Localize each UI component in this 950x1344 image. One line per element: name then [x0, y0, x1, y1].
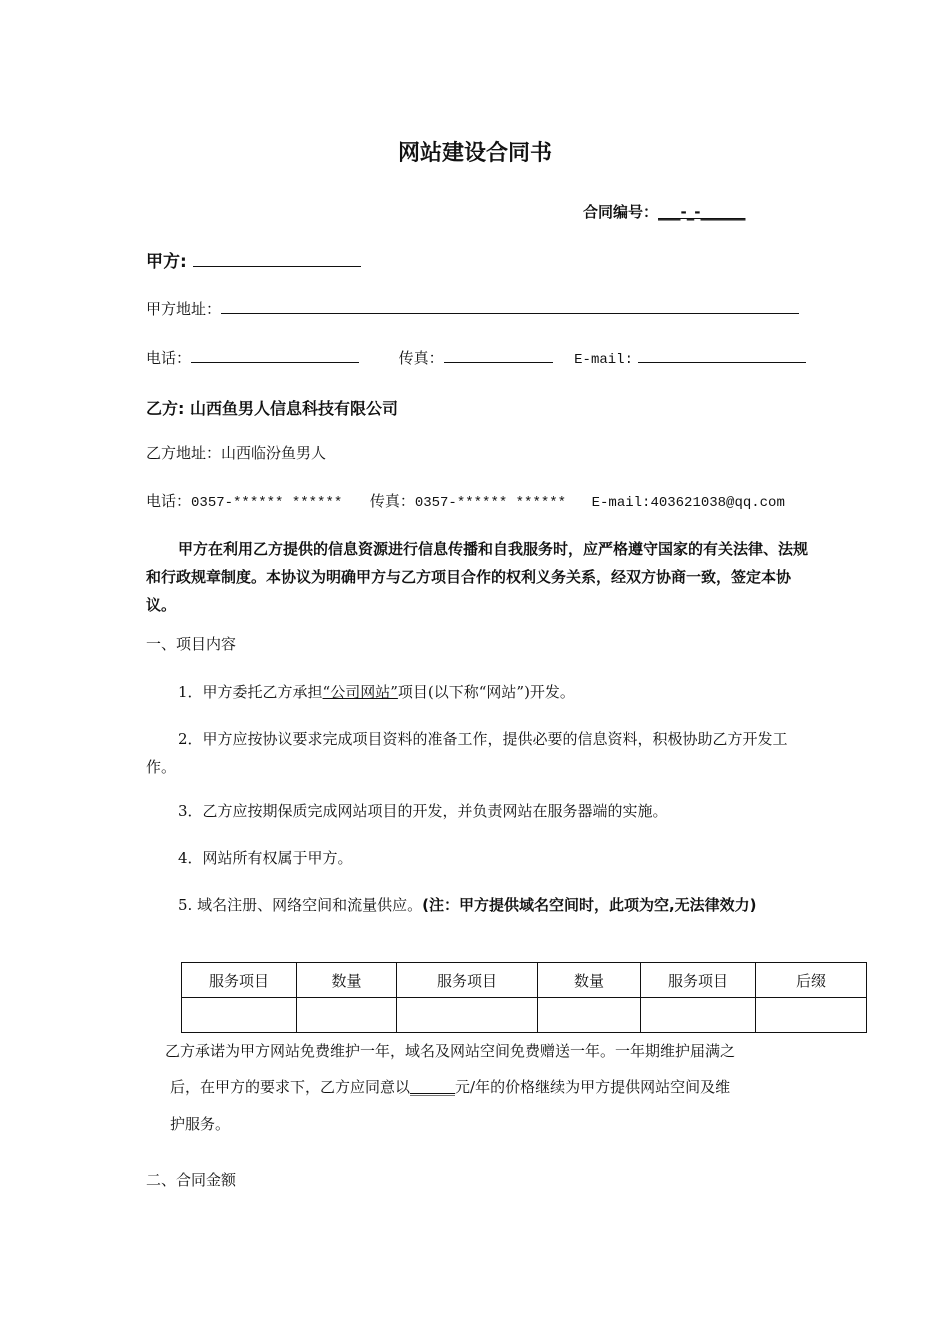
table-header-row [182, 963, 867, 998]
item-4: 4．网站所有权属于甲方。 [178, 849, 353, 867]
party-b-address-line [146, 442, 326, 463]
section-2-heading: 二、合同金额 [146, 1171, 237, 1189]
party-a-email-field[interactable] [638, 347, 806, 363]
maintenance-line-3: 护服务。 [170, 1115, 231, 1133]
section-1-heading: 一、项目内容 [146, 635, 237, 653]
intro-paragraph: 甲方在利用乙方提供的信息资源进行信息传播和自我服务时，应严格遵守国家的有关法律、法规和行政规章制度。本协议为明确甲方与乙方项目合作的权利义务关系，经双方协商一致，签定本协议。 [146, 540, 809, 614]
maintenance-price-field[interactable]: ______ [410, 1078, 456, 1096]
item-3: 3．乙方应按期保质完成网站项目的开发，并负责网站在服务器端的实施。 [178, 802, 668, 820]
party-a-line [146, 247, 361, 272]
party-b-address-label: 乙方地址： [146, 444, 222, 462]
party-b-phone: 0357-****** ****** [191, 495, 343, 511]
maintenance-line-1: 乙方承诺为甲方网站免费维护一年，域名及网站空间免费赠送一年。一年期维护届满之 [165, 1042, 736, 1060]
party-a-fax-label: 传真： [398, 349, 444, 367]
party-a-label: 甲方: [146, 252, 187, 272]
table-cell[interactable] [538, 998, 641, 1033]
contract-number-label: 合同编号： [583, 203, 659, 221]
party-a-email-label: E-mail: [574, 352, 633, 368]
party-a-address-label: 甲方地址： [146, 300, 222, 318]
item-5-text: 5. 域名注册、网络空间和流量供应。 [178, 896, 423, 914]
maintenance-line-2-prefix: 后，在甲方的要求下，乙方应同意以 [170, 1078, 411, 1096]
party-b-email-label: E-mail: [591, 495, 651, 511]
item-5-note: (注：甲方提供域名空间时，此项为空,无法律效力) [422, 896, 757, 914]
party-a-phone-field[interactable] [191, 347, 359, 363]
party-a-contact-line [146, 347, 806, 368]
table-header-cell: 后缀 [756, 963, 867, 998]
item-1-prefix: 1．甲方委托乙方承担 [178, 683, 323, 701]
item-1 [178, 681, 575, 702]
party-b-email: 403621038@qq.com [650, 495, 785, 511]
table-header-cell: 数量 [538, 963, 641, 998]
contract-number-value: ___-_-______ [658, 203, 746, 221]
item-1-suffix: 项目(以下称“网站”)开发。 [397, 683, 575, 701]
party-a-address-field[interactable] [221, 298, 799, 314]
table-cell[interactable] [756, 998, 867, 1033]
table-cell[interactable] [641, 998, 756, 1033]
table-cell[interactable] [297, 998, 397, 1033]
table-header-cell: 服务项目 [641, 963, 756, 998]
maintenance-line-2 [170, 1076, 730, 1097]
party-b-line [146, 396, 398, 419]
table-header-cell: 服务项目 [397, 963, 538, 998]
item-1-project-name: “公司网站” [322, 683, 398, 701]
table-header-cell: 服务项目 [182, 963, 297, 998]
service-table [181, 962, 867, 1033]
maintenance-line-2-suffix: 元/年的价格继续为甲方提供网站空间及维 [455, 1078, 731, 1096]
table-cell[interactable] [397, 998, 538, 1033]
contract-number [583, 201, 745, 222]
party-a-address-line [146, 298, 799, 319]
party-b-contact-line [146, 490, 785, 511]
party-b-phone-label: 电话： [146, 492, 192, 510]
party-a-fax-field[interactable] [444, 347, 553, 363]
party-b-address: 山西临汾鱼男人 [221, 444, 327, 462]
item-2: 2．甲方应按协议要求完成项目资料的准备工作，提供必要的信息资料，积极协助乙方开发工作。 [146, 730, 788, 776]
party-b-fax-label: 传真： [369, 492, 415, 510]
party-a-name-field[interactable] [193, 251, 361, 267]
party-a-phone-label: 电话： [146, 349, 192, 367]
table-header-cell: 数量 [297, 963, 397, 998]
party-b-fax: 0357-****** ****** [414, 495, 567, 511]
table-row [182, 998, 867, 1033]
party-b-name: 山西鱼男人信息科技有限公司 [189, 399, 398, 418]
party-b-label: 乙方: [146, 399, 185, 418]
item-5 [146, 891, 808, 919]
table-cell[interactable] [182, 998, 297, 1033]
page-title: 网站建设合同书 [397, 141, 552, 166]
